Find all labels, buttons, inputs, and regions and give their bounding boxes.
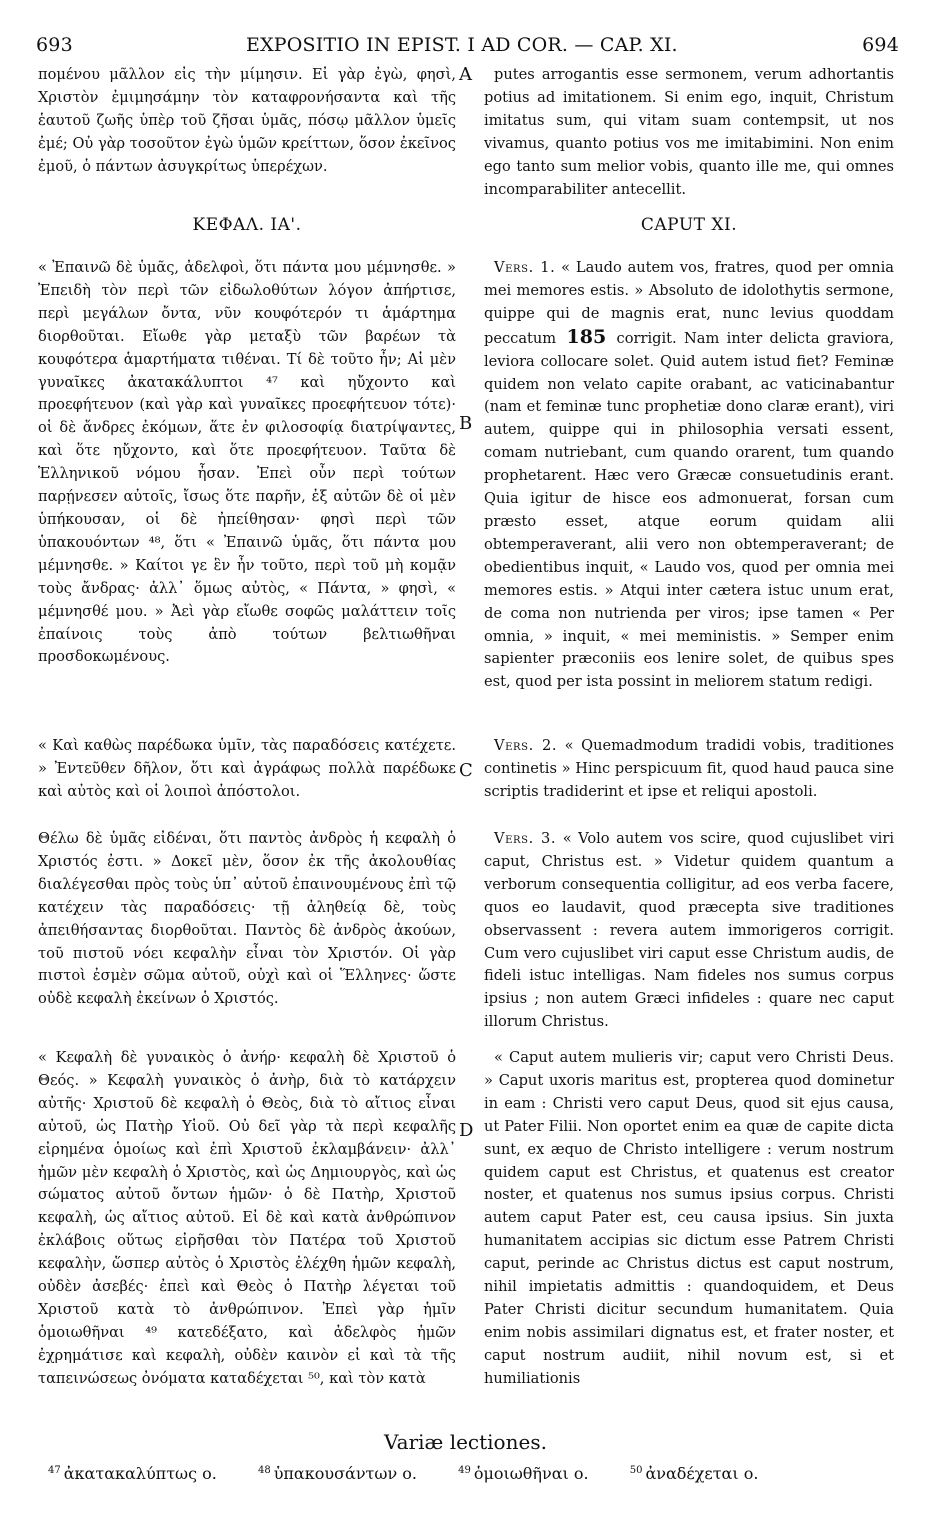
variant-item: [48, 1464, 217, 1483]
greek-paragraph-3-text: Θέλω δὲ ὑμᾶς εἰδέναι, ὅτι παντὸς ἀνδρὸς ἡ κεφαλὴ ὁ Χριστός ἐστι. » Δοκεῖ μὲν, ὅσον ἐκ τῆς ἀκολουθίας διαλέγεσθαι πρὸς τοὺς ὑπ᾽ αὐτοῦ ἐπαινουμένους ἐπὶ τῷ κατέχειν τὰς παραδόσεις· τῇ ἀληθείᾳ δὲ, τοὺς ἀπειθήσαντας διορθοῦται. Παντὸς δὲ ἀνδρὸς ἀκούων, τοῦ πιστοῦ νόει κεφαλὴν εἶναι τὸν Χριστόν. Οἱ γὰρ πιστοὶ ἐσμὲν σῶμα αὐτοῦ, οὐχὶ καὶ οἱ Ἕλληνες· ὥστε οὐδὲ κεφαλὴ ἐκείνων ὁ Χριστός.: [38, 830, 456, 1008]
greek-paragraph-3: [38, 828, 456, 1011]
latin-verse-2: [484, 735, 894, 804]
greek-paragraph-1-text: « Ἐπαινῶ δὲ ὑμᾶς, ἀδελφοὶ, ὅτι πάντα μου μέμνησθε. » Ἐπειδὴ τὸν περὶ τῶν εἰδωλοθύτων λόγον ἀπήρτισε, περὶ μεγάλων ὄντα, νῦν κουφότερόν τι ἁμάρτημα διορθοῦται. Εἴωθε γὰρ μεταξὺ τῶν βαρέων τὰ κουφότερα ἁμαρτήματα τιθέναι. Τί δὲ τοῦτο ἦν; Αἱ μὲν γυναῖκες ἀκατακάλυπτοι ⁴⁷ καὶ ηὔχοντο καὶ προεφήτευον (καὶ γὰρ καὶ γυναῖκες προεφήτευον τότε)· οἱ δὲ ἄνδρες ἐκόμων, ἅτε ἐν φιλοσοφίᾳ διατρίψαντες, καὶ ὅτε ηὔχοντο, καὶ ὅτε προεφήτευον. Ταῦτα δὲ Ἑλληνικοῦ νόμου ἦσαν. Ἐπεὶ οὖν περὶ τούτων παρῄνεσεν αὐτοῖς, ἴσως ὅτε παρῆν, ἐξ αὐτῶν δὲ οἱ μὲν ὑπήκουσαν, οἱ δὲ ἠπείθησαν· φησὶ περὶ τῶν ὑπακουόντων ⁴⁸, ὅτι « Ἐπαινῶ ὑμᾶς, ὅτι πάντα μου μέμνησθε. » Καίτοι γε ἓν ἦν τοῦτο, περὶ τοῦ μὴ κομᾷν τοὺς ἄνδρας· ἀλλ᾽ ὅμως αὐτὸς, « Πάντα, » φησὶ, « μέμνησθέ μου. » Ἀεὶ γὰρ εἴωθε σοφῶς μαλάττειν τοῖς ἐπαίνοις τοὺς ἀπὸ τούτων βελτιωθῆναι προσδοκωμένους.: [38, 259, 456, 666]
verse-3-label: Vers. 3.: [494, 830, 557, 847]
latin-paragraph-4: [484, 1047, 894, 1391]
variant-readings-title: Variæ lectiones.: [384, 1430, 547, 1454]
greek-chapter-heading: ΚΕΦΑΛ. ΙΑ'.: [192, 215, 302, 235]
running-title: EXPOSITIO IN EPIST. I AD COR. — CAP. XI.: [246, 34, 678, 56]
margin-marker-b: B: [459, 413, 473, 434]
variant-text: ἀναδέχεται ο.: [645, 1464, 759, 1483]
latin-intro-text: putes arrogantis esse sermonem, verum adhortantis potius ad imitationem. Si enim ego, inquit, Christum imitatus sum, qui vitam suam contempsit, ut nos vivamus, quanto potius vos me imitabimini. Non enim ego tanto sum melior vobis, quanto ille me, qui omnes incomparabiliter antecellit.: [484, 66, 894, 198]
margin-marker-a: A: [459, 64, 472, 85]
latin-paragraph-4-text: « Caput autem mulieris vir; caput vero Christi Deus. » Caput uxoris maritus est, propterea quod dominetur in eam : Christi vero caput Deus, quod sit ejus causa, ut Pater Filii. Non oportet enim ea quæ de capite dicta sunt, ex æquo de Christo intelligere : verum nostrum quidem caput est Christus, et quatenus est creator noster, et quatenus nos sumus ipsius corpus. Christi autem caput Pater est, ceu causa ipsius. Sin juxta humanitatem accipias sic dictum esse Patrem Christi caput, perinde ac Christus dictus est caput nostrum, nihil impietatis admittis : quandoquidem, et Deus Pater Christi dicitur secundum humanitatem. Quia enim nobis assimilari dignatus est, et frater noster, et caput nostrum audiit, nihil novum est, si et humiliationis: [484, 1049, 894, 1387]
greek-intro: [38, 64, 456, 179]
page-number-right: 694: [862, 34, 899, 56]
variant-text: ὑπακουσάντων ο.: [273, 1464, 417, 1483]
greek-paragraph-2: [38, 735, 456, 804]
variant-number: 48: [257, 1464, 271, 1476]
latin-chapter-heading: CAPUT XI.: [640, 215, 738, 235]
variant-item: [630, 1464, 759, 1483]
greek-intro-text: πομένου μᾶλλον εἰς τὴν μίμησιν. Εἰ γὰρ ἐγὼ, φησὶ, Χριστὸν ἐμιμησάμην τὸν καταφρονήσαντα καὶ τῆς ἑαυτοῦ ζωῆς ὑπὲρ τοῦ ζῆσαι ὑμᾶς, πόσῳ μᾶλλον ὑμεῖς ἐμέ; Οὐ γὰρ τοσοῦτον ἐγὼ ὑμῶν κρείττων, ὅσον ἐκεῖνος ἐμοῦ, ὁ πάντων ἀσυγκρίτως ὑπερέχων.: [38, 66, 456, 175]
verse-3-text: « Volo autem vos scire, quod cujuslibet viri caput, Christus est. » Videtur quidem quantum a verborum consequentia colligitur, ad eos verba facere, quos eo laudavit, quod præcepta sive traditiones observassent : revera autem immorigeros corrigit. Cum vero cujuslibet viri caput esse Christum audis, de fideli istuc intelligas. Nam fideles nos sumus corpus ipsius ; non autem Græci infideles : quare nec caput illorum Christus.: [484, 830, 894, 1031]
variant-item: [258, 1464, 417, 1483]
margin-marker-c: C: [459, 760, 473, 781]
column-number: 185: [566, 325, 607, 348]
latin-verse-1: [484, 257, 894, 694]
latin-verse-3: [484, 828, 894, 1034]
verse-2-text: « Quemadmodum tradidi vobis, traditiones continetis » Hinc perspicuum fit, quod haud pauca sine scriptis tradiderint et ipse et reliqui apostoli.: [484, 737, 894, 800]
verse-2-label: Vers. 2.: [494, 737, 558, 754]
variant-number: 50: [629, 1464, 643, 1476]
greek-paragraph-4-text: « Κεφαλὴ δὲ γυναικὸς ὁ ἀνήρ· κεφαλὴ δὲ Χριστοῦ ὁ Θεός. » Κεφαλὴ γυναικὸς ὁ ἀνὴρ, διὰ τὸ κατάρχειν αὐτῆς· Χριστοῦ δὲ κεφαλὴ ὁ Θεὸς, διὰ τὸ αἴτιος εἶναι αὐτοῦ, ὡς Πατὴρ Υἱοῦ. Οὐ δεῖ γὰρ τὰ περὶ κεφαλῆς εἰρημένα ὁμοίως καὶ ἐπὶ Χριστοῦ ἐκλαμβάνειν· ἀλλ᾽ ἡμῶν μὲν κεφαλὴ ὁ Χριστὸς, καὶ ὡς Δημιουργὸς, καὶ ὡς σώματος αὐτοῦ ὄντων ἡμῶν· ὁ δὲ Πατὴρ, Χριστοῦ κεφαλὴ, ὡς αἴτιος αὐτοῦ. Εἰ δὲ καὶ κατὰ ἀνθρώπινον ἐκλάβοις οὕτως εἰρῆσθαι τὸν Πατέρα τοῦ Χριστοῦ κεφαλὴν, ὥσπερ αὐτὸς ὁ Χριστὸς ἐλέχθη ἡμῶν κεφαλὴ, οὐδὲν ἀσεβές· ἐπεὶ καὶ Θεὸς ὁ Πατὴρ λέγεται τοῦ Χριστοῦ κατὰ τὸ ἀνθρώπινον. Ἐπεὶ γὰρ ἡμῖν ὁμοιωθῆναι ⁴⁹ κατεδέξατο, καὶ ἀδελφὸς ἡμῶν ἐχρημάτισε καὶ κεφαλὴ, οὐδὲν καινὸν εἰ καὶ τὰ τῆς ταπεινώσεως ὀνόματα καταδέχεται ⁵⁰, καὶ τὸν κατὰ: [38, 1049, 456, 1387]
greek-paragraph-1: [38, 257, 456, 669]
latin-intro: [484, 64, 894, 201]
margin-marker-d: D: [459, 1120, 474, 1141]
variant-number: 49: [458, 1464, 471, 1476]
variant-number: 47: [48, 1464, 61, 1476]
verse-1-text-b: corrigit. Nam inter delicta graviora, leviora collocare solet. Quid autem istud fiet? Feminæ quidem non velato capite orabant, ac vaticinabantur (nam et feminæ tunc prophetiæ dono claræ erant), viri autem, quippe qui in philosophia versati essent, comam nutriebant, cum quando orarent, tum quando prophetarent. Hæc vero Græcæ consuetudinis erant. Quia igitur de hisce eos admonuerat, forsan cum præsto esset, atque eorum quidam alii obtemperaverant, alii vero non obtemperaverant; de obedientibus inquit, « Laudo vos, quod per omnia mei memores estis. » Atqui inter cætera istuc unum erat, de coma non nutrienda per viros; ipse tamen « Per omnia, » inquit, « mei meministis. » Semper enim sapienter præconiis eos lenire solet, de quibus spes est, quod per ista possint in meliorem statum redigi.: [484, 329, 894, 691]
greek-paragraph-2-text: « Καὶ καθὼς παρέδωκα ὑμῖν, τὰς παραδόσεις κατέχετε. » Ἐντεῦθεν δῆλον, ὅτι καὶ ἀγράφως πολλὰ παρέδωκε καὶ αὐτὸς καὶ οἱ λοιποὶ ἀπόστολοι.: [38, 737, 456, 800]
variant-text: ὁμοιωθῆναι ο.: [473, 1464, 589, 1483]
variant-text: ἀκατακαλύπτως ο.: [63, 1464, 217, 1483]
greek-paragraph-4: [38, 1047, 456, 1391]
verse-1-label: Vers. 1.: [494, 259, 556, 276]
variant-item: [458, 1464, 589, 1483]
variant-readings: [48, 1464, 794, 1483]
verse-1-text-a: « Laudo autem vos, fratres, quod per omnia mei memores estis. » Absoluto de idolothytis sermone, quippe qui de magnis erat, nunc levius quoddam peccatum: [484, 259, 894, 347]
page-number-left: 693: [36, 34, 73, 56]
